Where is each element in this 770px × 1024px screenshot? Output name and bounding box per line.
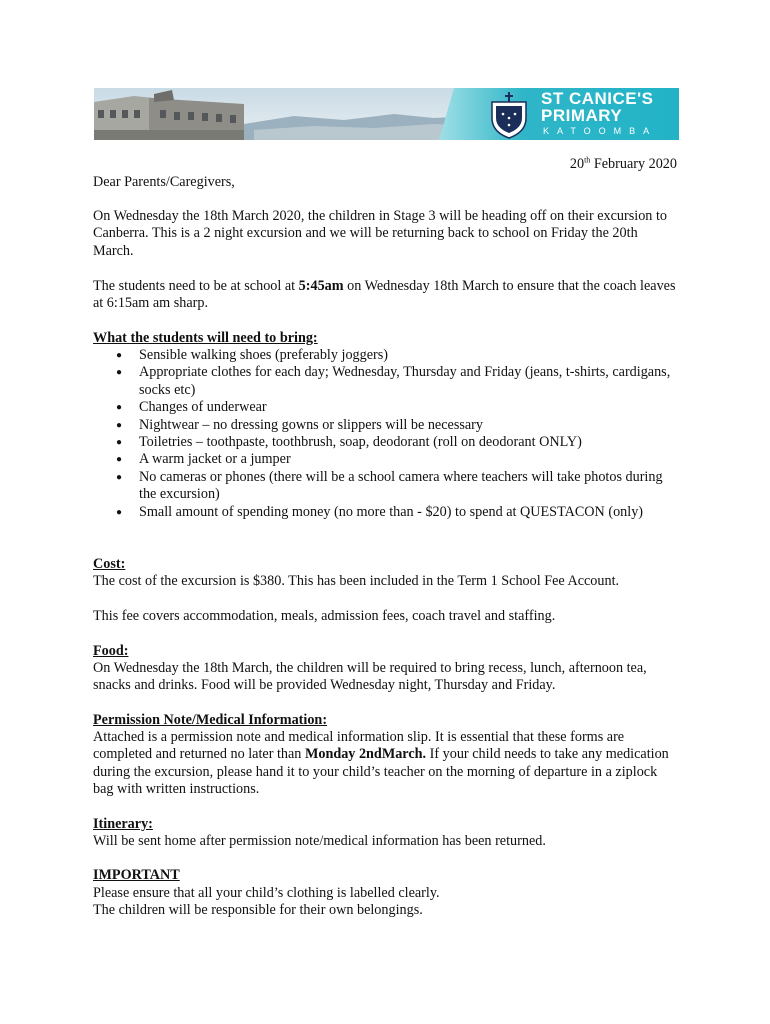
important-heading: IMPORTANT — [93, 867, 180, 883]
important-line-1: Please ensure that all your child’s clothing is labelled clearly. — [93, 885, 440, 901]
bring-list — [93, 347, 677, 521]
permission-text: Attached is a permission note and medical information slip. It is essential that these forms are completed and returned no later than Monday 2ndMarch. If your child needs to take any medication during the excursion, please hand it to your child’s teacher on the morning of departure in a ziplock bag with written instructions. — [93, 729, 669, 798]
list-item: ● Toiletries – toothpaste, toothbrush, soap, deodorant (roll on deodorant ONLY) — [116, 434, 582, 451]
bring-heading: What the students will need to bring: — [93, 330, 318, 346]
list-item: ● Nightwear – no dressing gowns or slippers will be necessary — [116, 416, 483, 433]
permission-heading: Permission Note/Medical Information: — [93, 712, 328, 728]
bullet-icon: ● — [116, 437, 123, 449]
cost-text: The cost of the excursion is $380. This has been included in the Term 1 School Fee Account. — [93, 573, 620, 589]
bullet-icon: ● — [116, 471, 123, 483]
list-item: ● Small amount of spending money (no more than - $20) to spend at QUESTACON (only) — [116, 503, 644, 520]
important-line-2: The children will be responsible for their own belongings. — [93, 902, 423, 918]
school-name-line1: ST CANICE'S — [541, 89, 654, 108]
list-item: ● No cameras or phones (there will be a school camera where teachers will take photos during the excursion) — [116, 468, 663, 503]
list-item: ● A warm jacket or a jumper — [116, 451, 291, 468]
salutation: Dear Parents/Caregivers, — [93, 174, 235, 190]
list-item: ● Sensible walking shoes (preferably joggers) — [116, 347, 389, 363]
cost-covers-text: This fee covers accommodation, meals, admission fees, coach travel and staffing. — [93, 608, 556, 624]
school-banner — [94, 88, 679, 140]
bullet-icon: ● — [116, 506, 123, 518]
school-location: KATOOMBA — [543, 126, 658, 136]
intro-paragraph: On Wednesday the 18th March 2020, the children in Stage 3 will be heading off on their excursion to Canberra. This is a 2 night excursion and we will be returning back to school on Friday the 20th March. — [93, 208, 667, 259]
bullet-icon: ● — [116, 350, 123, 361]
itinerary-text: Will be sent home after permission note/medical information has been returned. — [93, 833, 546, 849]
food-heading: Food: — [93, 643, 129, 659]
list-item: ● Appropriate clothes for each day; Wednesday, Thursday and Friday (jeans, t-shirts, cardigans, socks etc) — [116, 364, 671, 398]
bullet-icon: ● — [116, 454, 123, 466]
list-item: ● Changes of underwear — [116, 399, 267, 416]
letter-date: 20th February 2020 — [569, 155, 677, 172]
school-name-line2: PRIMARY — [541, 106, 623, 125]
food-text: On Wednesday the 18th March, the children will be required to bring recess, lunch, afternoon tea, snacks and drinks. Food will be provided Wednesday night, Thursday and Friday. — [93, 660, 647, 694]
bullet-icon: ● — [116, 367, 123, 379]
arrival-paragraph: The students need to be at school at 5:45am on Wednesday 18th March to ensure that the coach leaves at 6:15am am sharp. — [93, 278, 676, 312]
bullet-icon: ● — [116, 419, 123, 431]
bullet-icon: ● — [116, 402, 123, 414]
cost-heading: Cost: — [93, 556, 126, 572]
itinerary-heading: Itinerary: — [93, 816, 153, 832]
